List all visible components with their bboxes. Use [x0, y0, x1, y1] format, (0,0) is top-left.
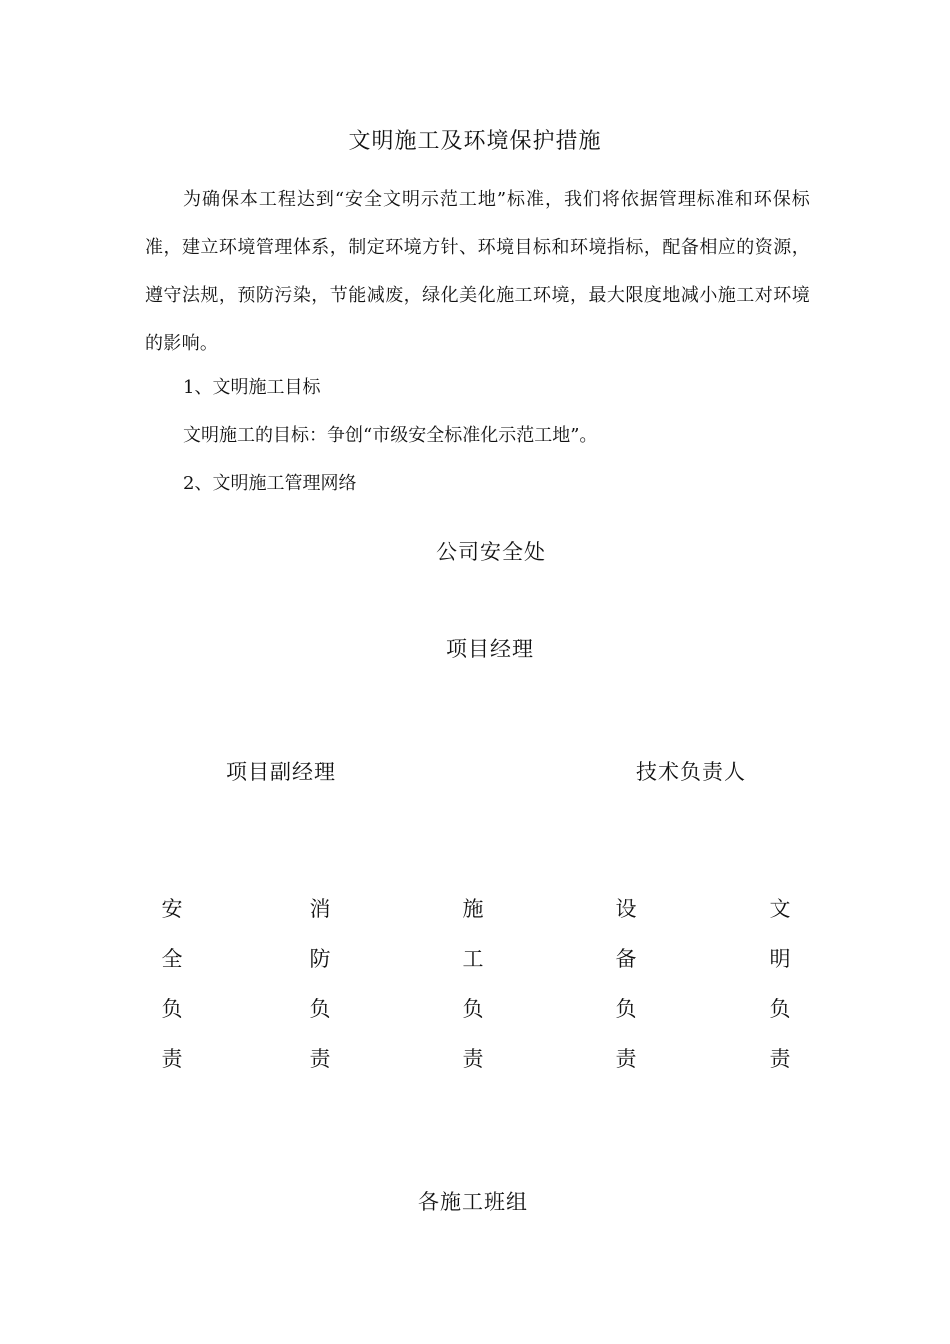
- section2-heading: 2、文明施工管理网络: [183, 473, 357, 494]
- org-node-safety-responsible: 安 全 负 责: [161, 897, 183, 1071]
- org-node-civilization-responsible: 文 明 负 责: [769, 897, 791, 1071]
- section1-heading: 1、文明施工目标: [183, 377, 321, 398]
- org-node-equipment-responsible: 设 备 负 责: [615, 897, 637, 1071]
- document-title: 文明施工及环境保护措施: [348, 129, 602, 154]
- section1-text: 文明施工的目标：争创“市级安全标准化示范工地”。: [183, 425, 598, 446]
- intro-paragraph: 为确保本工程达到“安全文明示范工地”标准，我们将依据管理标准和环保标准，建立环境管理体系，制定环境方针、环境目标和环境指标，配备相应的资源，遵守法规，预防污染，节能减废，绿化美化施工环境，最大限度地减小施工对环境的影响。: [145, 189, 810, 354]
- org-node-safety-office: 公司安全处: [436, 540, 546, 564]
- org-node-construction-responsible: 施 工 负 责: [462, 897, 484, 1071]
- org-node-construction-teams: 各施工班组: [418, 1190, 528, 1214]
- org-node-project-manager: 项目经理: [446, 637, 534, 661]
- org-node-technical-lead: 技术负责人: [636, 760, 746, 784]
- org-node-deputy-manager: 项目副经理: [226, 760, 336, 784]
- org-node-fire-responsible: 消 防 负 责: [309, 897, 331, 1071]
